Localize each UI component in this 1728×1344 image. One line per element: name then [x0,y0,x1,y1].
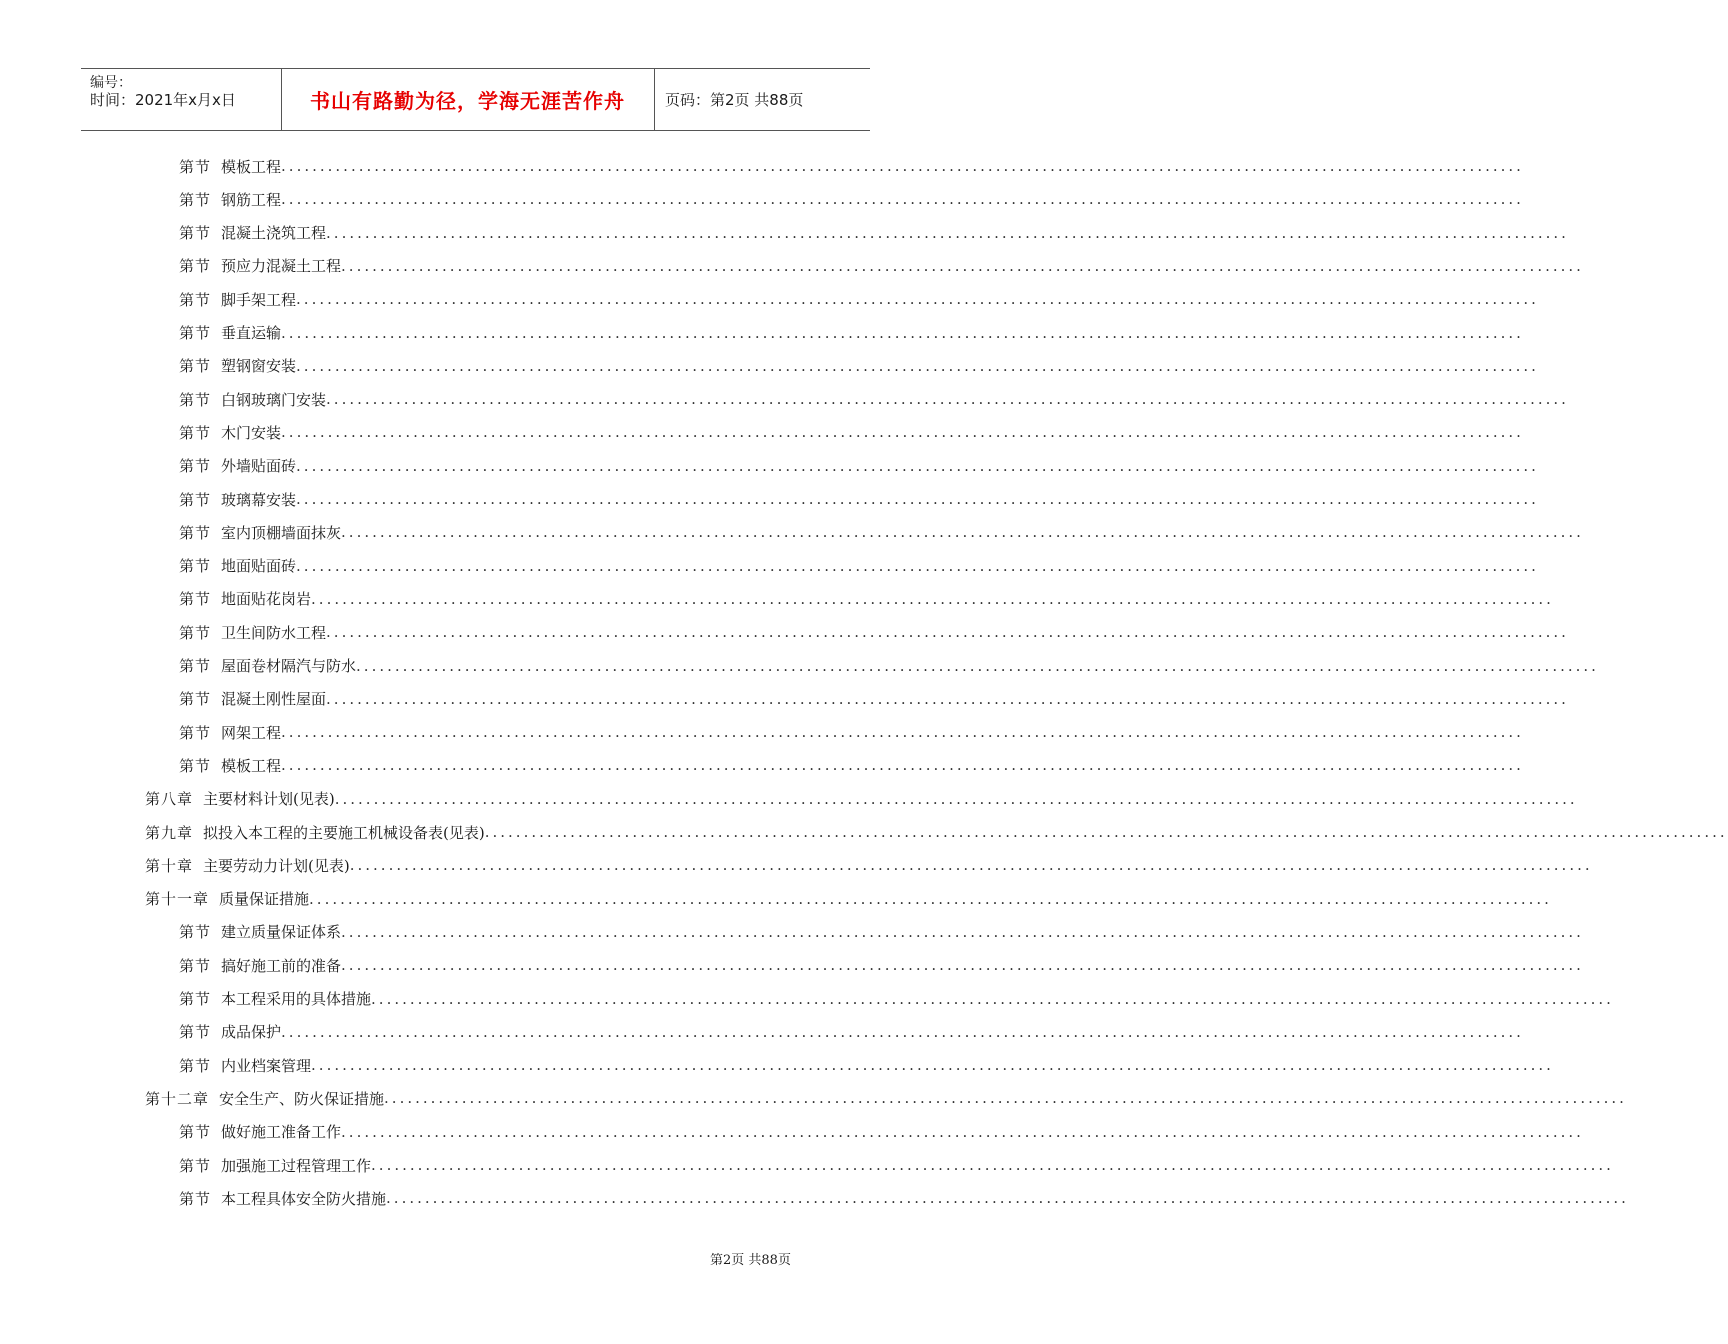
toc-entry-title: 钢筋工程 [221,190,282,209]
document-date-label: 时间：2021年x月x日 [90,91,236,109]
toc-section-entry [179,1117,1584,1147]
toc-dot-leader: ................................................................................................................................................................ [371,1156,1614,1174]
toc-dot-leader: ................................................................................................................................................................ [384,1089,1627,1108]
toc-entry-title: 做好施工准备工作 [221,1123,342,1142]
toc-section-entry [179,917,1584,947]
toc-entry-number: 第节 [179,956,212,975]
toc-dot-leader: ................................................................................................................................................................ [334,789,1578,808]
toc-entry-number: 第节 [179,190,212,209]
toc-entry-number: 第节 [179,1023,212,1042]
toc-entry-title: 室内顶棚墙面抹灰 [221,523,342,542]
toc-entry-title: 地面贴面砖 [221,557,297,576]
toc-entry-title: 木门安装 [221,423,282,442]
toc-entry-number: 第节 [179,423,212,442]
toc-entry-title: 混凝土浇筑工程 [221,224,327,243]
toc-section-entry [179,351,1539,381]
toc-entry-number: 第节 [179,1056,212,1075]
toc-dot-leader: ................................................................................................................................................................ [296,490,1539,508]
toc-entry-title: 卫生间防水工程 [221,623,327,642]
toc-section-entry [179,151,1524,181]
toc-section-entry [179,651,1599,681]
toc-entry-number: 第节 [179,290,212,309]
toc-section-entry [179,184,1524,214]
toc-entry-number: 第节 [179,557,212,576]
toc-entry-number: 第节 [179,357,212,376]
toc-entry-title: 安全生产、防火保证措施 [219,1089,385,1108]
toc-dot-leader: ................................................................................................................................................................ [341,1122,1584,1141]
toc-entry-number: 第十一章 [145,890,210,909]
toc-section-entry [179,384,1569,414]
toc-section-entry [179,551,1539,581]
header-page-number: 页码：第2页 共88页 [665,91,804,109]
toc-entry-title: 预应力混凝土工程 [221,257,342,276]
toc-entry-number: 第节 [179,1156,212,1175]
toc-entry-number: 第八章 [145,790,194,809]
toc-section-entry [179,617,1569,647]
toc-entry-number: 第节 [179,490,212,509]
toc-dot-leader: ................................................................................................................................................................ [311,589,1554,608]
toc-section-entry [179,417,1524,447]
toc-section-entry [179,484,1539,514]
toc-chapter-entry [145,884,1552,914]
toc-entry-number: 第节 [179,690,212,709]
toc-dot-leader: ................................................................................................................................................................ [484,823,1728,841]
toc-dot-leader: ................................................................................................................................................................ [296,356,1539,375]
toc-section-entry [179,1150,1614,1180]
toc-dot-leader: ................................................................................................................................................................ [309,889,1552,908]
toc-section-entry [179,1050,1554,1080]
toc-entry-title: 垂直运输 [221,324,282,342]
toc-entry-number: 第节 [179,623,212,642]
toc-dot-leader: ................................................................................................................................................................ [296,456,1539,475]
toc-dot-leader: ................................................................................................................................................................ [281,323,1524,342]
toc-section-entry [179,950,1584,980]
header-motto: 书山有路勤为径，学海无涯苦作舟 [310,89,625,113]
toc-entry-title: 塑钢窗安装 [221,357,297,376]
toc-entry-title: 地面贴花岗岩 [221,590,312,609]
document-code-label: 编号： [90,75,132,91]
toc-section-entry [179,984,1614,1014]
toc-entry-title: 模板工程 [221,157,282,176]
toc-section-entry [179,1017,1524,1047]
toc-entry-number: 第节 [179,590,212,609]
toc-entry-number: 第节 [179,523,212,542]
footer-page-number: 第2页 共88页 [710,1253,791,1268]
toc-dot-leader: ................................................................................................................................................................ [341,922,1584,941]
toc-dot-leader: ................................................................................................................................................................ [326,623,1569,642]
toc-entry-title: 玻璃幕安装 [221,490,297,509]
toc-section-entry [179,750,1524,780]
toc-dot-leader: ................................................................................................................................................................ [281,423,1524,442]
toc-entry-number: 第节 [179,723,212,742]
toc-entry-title: 主要劳动力计划(见表) [203,856,350,875]
toc-entry-title: 内业档案管理 [221,1056,312,1075]
toc-section-entry [179,218,1569,248]
toc-dot-leader: ................................................................................................................................................................ [371,989,1614,1008]
toc-entry-title: 拟投入本工程的主要施工机械设备表(见表) [203,823,485,842]
toc-entry-title: 模板工程 [221,756,282,775]
toc-chapter-entry [145,817,1728,847]
page-header [81,68,870,131]
toc-dot-leader: ................................................................................................................................................................ [296,556,1539,575]
toc-section-entry [179,284,1539,314]
toc-entry-title: 屋面卷材隔汽与防水 [221,657,357,675]
toc-entry-title: 外墙贴面砖 [221,457,297,476]
toc-dot-leader: ................................................................................................................................................................ [356,656,1599,675]
toc-section-entry [179,251,1584,281]
toc-dot-leader: ................................................................................................................................................................ [386,1189,1629,1208]
toc-entry-number: 第节 [179,157,212,176]
toc-entry-number: 第节 [179,1123,212,1142]
toc-entry-title: 质量保证措施 [219,890,310,909]
toc-dot-leader: ................................................................................................................................................................ [281,157,1524,175]
toc-entry-title: 主要材料计划(见表) [203,790,335,809]
toc-entry-number: 第节 [179,990,212,1008]
toc-entry-number: 第节 [179,390,212,409]
toc-entry-title: 脚手架工程 [221,290,297,309]
toc-dot-leader: ................................................................................................................................................................ [326,223,1569,242]
toc-entry-title: 成品保护 [221,1023,282,1042]
toc-entry-title: 白钢玻璃门安装 [221,390,327,409]
toc-dot-leader: ................................................................................................................................................................ [326,390,1569,409]
toc-entry-number: 第十章 [145,856,194,875]
toc-entry-number: 第十二章 [145,1089,210,1108]
toc-dot-leader: ................................................................................................................................................................ [296,290,1539,309]
toc-entry-title: 混凝土刚性屋面 [221,690,327,709]
toc-entry-title: 网架工程 [221,723,282,742]
toc-entry-number: 第节 [179,457,212,476]
toc-chapter-entry [145,1083,1627,1113]
toc-dot-leader: ................................................................................................................................................................ [281,1022,1524,1041]
toc-entry-number: 第节 [179,756,212,775]
toc-section-entry [179,584,1554,614]
toc-section-entry [179,451,1539,481]
toc-entry-number: 第节 [179,257,212,276]
toc-entry-title: 搞好施工前的准备 [221,956,342,975]
toc-entry-number: 第节 [179,324,212,342]
toc-entry-title: 建立质量保证体系 [221,923,342,942]
toc-entry-title: 本工程采用的具体措施 [221,990,372,1008]
toc-entry-number: 第节 [179,1189,212,1208]
toc-dot-leader: ................................................................................................................................................................ [349,856,1593,875]
toc-chapter-entry [145,784,1578,814]
toc-section-entry [179,318,1524,348]
header-info-cell [81,69,282,130]
toc-entry-title: 加强施工过程管理工作 [221,1156,372,1175]
toc-section-entry [179,1183,1629,1213]
toc-section-entry [179,684,1569,714]
toc-entry-number: 第节 [179,224,212,243]
toc-dot-leader: ................................................................................................................................................................ [341,956,1584,975]
toc-dot-leader: ................................................................................................................................................................ [281,190,1524,209]
toc-dot-leader: ................................................................................................................................................................ [311,1056,1554,1075]
toc-section-entry [179,517,1584,547]
toc-entry-number: 第九章 [145,823,194,842]
toc-entry-number: 第节 [179,923,212,942]
toc-dot-leader: ................................................................................................................................................................ [281,723,1524,742]
toc-section-entry [179,717,1524,747]
toc-entry-title: 本工程具体安全防火措施 [221,1189,387,1208]
header-motto-cell [281,69,655,130]
toc-entry-number: 第节 [179,657,212,675]
toc-dot-leader: ................................................................................................................................................................ [341,256,1584,275]
toc-dot-leader: ................................................................................................................................................................ [341,523,1584,542]
toc-chapter-entry [145,850,1593,880]
toc-dot-leader: ................................................................................................................................................................ [281,756,1524,775]
toc-dot-leader: ................................................................................................................................................................ [326,689,1569,708]
